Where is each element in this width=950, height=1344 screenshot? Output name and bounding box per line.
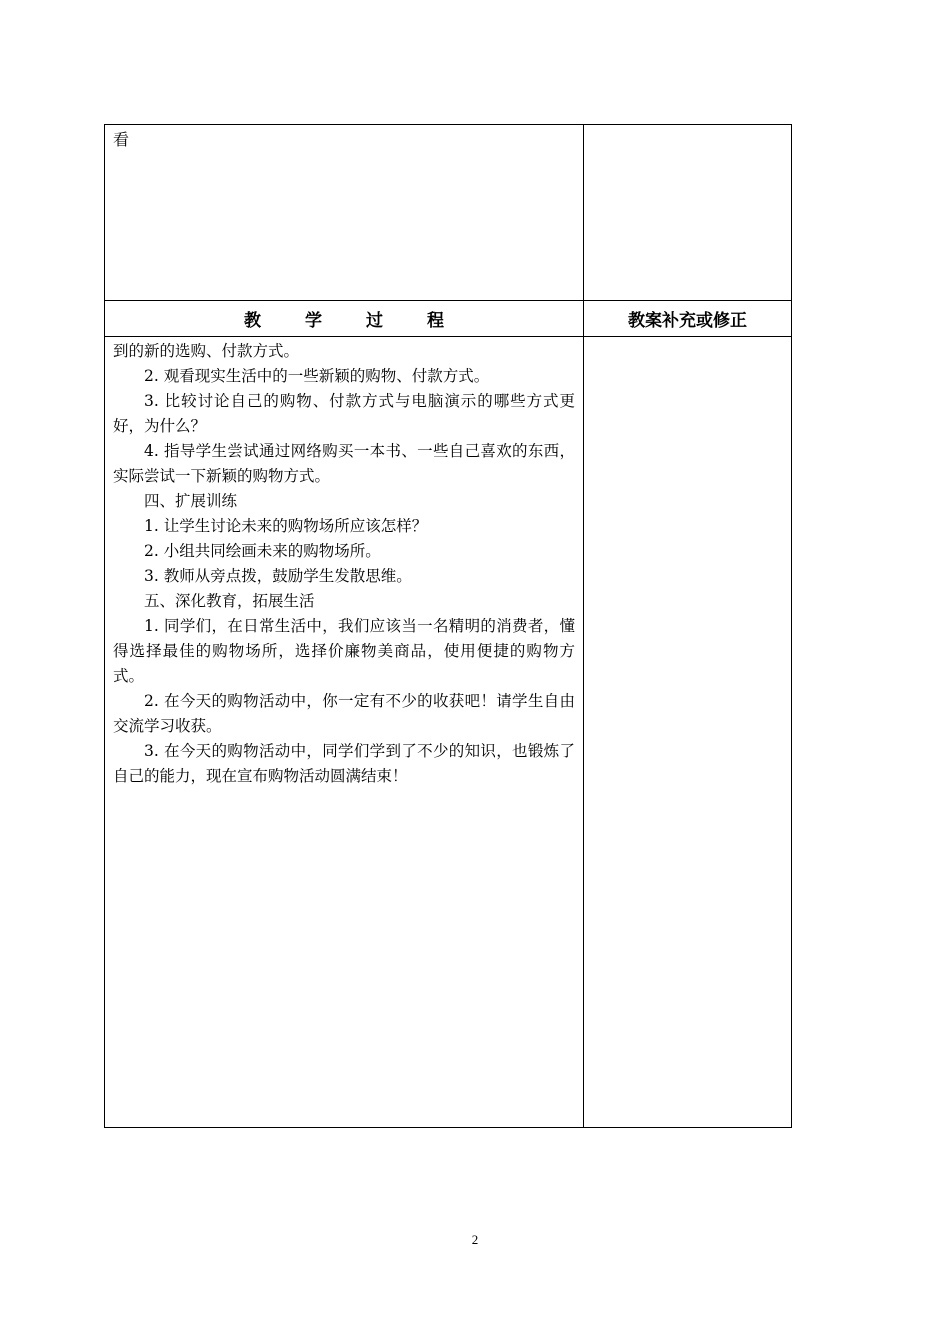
section-heading: 五、深化教育，拓展生活 (144, 592, 315, 610)
row-divider-header (105, 336, 791, 337)
teaching-process-body (113, 339, 575, 789)
body-paragraph: 到的新的选购、付款方式。 (113, 342, 300, 360)
body-paragraph: 1. 同学们，在日常生活中，我们应该当一名精明的消费者，懂得选择最佳的购物场所，选择价廉物美商品，使用便捷的购物方式。 (113, 617, 575, 685)
column-divider (583, 125, 584, 1127)
top-left-cell-text: 看 (113, 130, 130, 149)
body-paragraph: 3. 教师从旁点拨，鼓励学生发散思维。 (144, 567, 412, 585)
body-paragraph: 3. 比较讨论自己的购物、付款方式与电脑演示的哪些方式更好，为什么？ (113, 392, 575, 435)
teaching-process-header: 教学过程 (244, 311, 488, 331)
lesson-plan-table (104, 124, 792, 1128)
page-number: 2 (471, 1232, 479, 1247)
body-paragraph: 3. 在今天的购物活动中，同学们学到了不少的知识，也锻炼了自己的能力，现在宣布购物活动圆满结束！ (113, 742, 575, 785)
body-paragraph: 1. 让学生讨论未来的购物场所应该怎样？ (144, 517, 428, 535)
supplement-header: 教案补充或修正 (628, 311, 747, 331)
body-paragraph: 4. 指导学生尝试通过网络购买一本书、一些自己喜欢的东西，实际尝试一下新颖的购物方式。 (113, 442, 575, 485)
body-paragraph: 2. 小组共同绘画未来的购物场所。 (144, 542, 381, 560)
body-paragraph: 2. 观看现实生活中的一些新颖的购物、付款方式。 (144, 367, 490, 385)
body-paragraph: 2. 在今天的购物活动中，你一定有不少的收获吧！请学生自由交流学习收获。 (113, 692, 575, 735)
section-heading: 四、扩展训练 (144, 492, 238, 510)
